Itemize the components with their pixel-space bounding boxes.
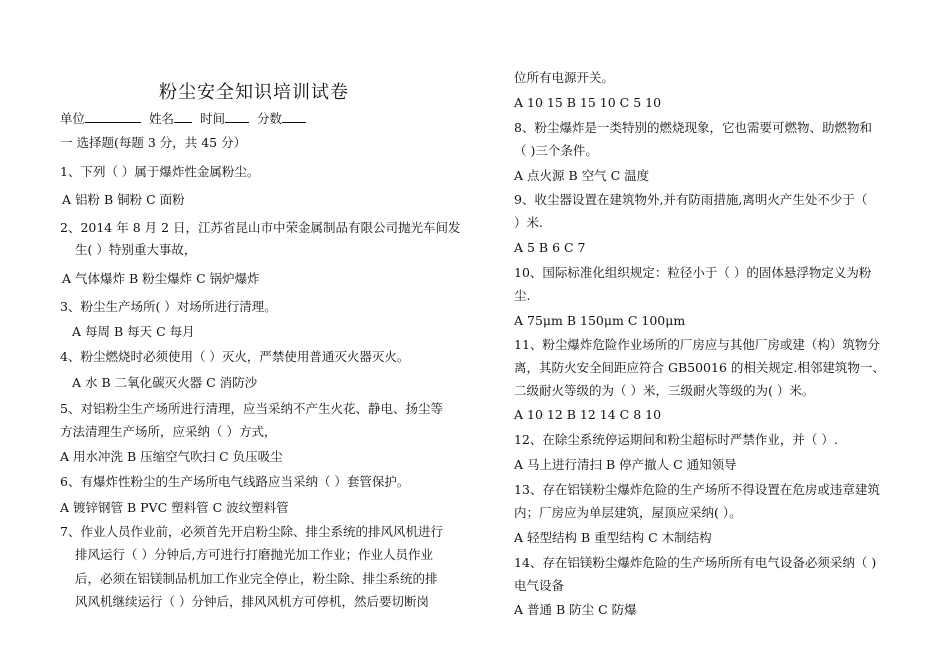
question-6: 6、有爆炸性粉尘的生产场所电气线路应当采纳（ ）套管保护。: [60, 474, 410, 489]
question-6-options: A 镀锌钢管 B PVC 塑料管 C 波纹塑料管: [60, 500, 289, 515]
question-8-line-2: （ )三个条件。: [514, 143, 598, 158]
question-12: 12、在除尘系统停运期间和粉尘超标时严禁作业，并（ ）.: [514, 432, 838, 447]
question-12-options: A 马上进行清扫 B 停产撤人 C 通知领导: [514, 457, 737, 472]
question-2-options: A 气体爆炸 B 粉尘爆炸 C 锅炉爆炸: [62, 271, 260, 286]
question-4-options: A 水 B 二氧化碳灭火器 C 消防沙: [72, 375, 258, 390]
score-label: 分数: [257, 111, 283, 126]
header-fields: [60, 110, 310, 127]
unit-blank[interactable]: [85, 110, 141, 123]
question-2-line-1: 2、2014 年 8 月 2 日，江苏省昆山市中荣金属制品有限公司抛光车间发: [60, 220, 461, 235]
question-7-line-5: 位所有电源开关。: [514, 70, 615, 85]
question-5-options: A 用水冲洗 B 压缩空气吹扫 C 负压吸尘: [60, 449, 283, 464]
name-blank[interactable]: [174, 110, 192, 123]
question-5-line-2: 方法清理生产场所，应采纳（ ）方式，: [60, 424, 277, 439]
question-10-line-1: 10、国际标准化组织规定：粒径小于（ ）的固体悬浮物定义为粉: [514, 265, 872, 280]
unit-label: 单位: [60, 111, 86, 126]
question-11-line-2: 离，其防火安全间距应符合 GB50016 的相关规定.相邻建筑物一、: [514, 360, 885, 375]
question-7-line-4: 风风机继续运行（ ）分钟后，排风风机方可停机，然后要切断岗: [75, 594, 429, 609]
question-7-line-2: 排风运行（ ）分钟后,方可进行打磨抛光加工作业；作业人员作业: [75, 547, 433, 562]
question-3-options: A 每周 B 每天 C 每月: [72, 324, 195, 339]
name-label: 姓名: [149, 111, 175, 126]
question-8-line-1: 8、粉尘爆炸是一类特别的燃烧现象，它也需要可燃物、助燃物和: [514, 120, 872, 135]
question-14-options: A 普通 B 防尘 C 防爆: [514, 602, 637, 617]
question-11-options: A 10 12 B 12 14 C 8 10: [514, 407, 662, 422]
question-10-line-2: 尘.: [514, 288, 531, 303]
question-9-options: A 5 B 6 C 7: [514, 240, 586, 255]
score-blank[interactable]: [282, 110, 306, 123]
question-14-line-2: 电气设备: [514, 578, 565, 593]
section-heading: 一 选择题(每题 3 分，共 45 分）: [60, 135, 247, 150]
question-14-line-1: 14、存在铝镁粉尘爆炸危险的生产场所所有电气设备必须采纳（ ): [514, 555, 877, 570]
question-2-line-2: 生( ）特别重大事故，: [75, 242, 197, 257]
question-11-line-1: 11、粉尘爆炸危险作业场所的厂房应与其他厂房或建（构）筑物分: [514, 337, 880, 352]
time-blank[interactable]: [225, 110, 249, 123]
question-11-line-3: 二级耐火等级的为（ ）米，三级耐火等级的为( ）米。: [514, 383, 815, 398]
question-13-line-2: 内；厂房应为单层建筑，屋顶应采纳( ）。: [514, 505, 742, 520]
question-13-line-1: 13、存在铝镁粉尘爆炸危险的生产场所不得设置在危房或违章建筑: [514, 482, 880, 497]
exam-title: 粉尘安全知识培训试卷: [159, 82, 349, 103]
question-13-options: A 轻型结构 B 重型结构 C 木制结构: [514, 530, 712, 545]
question-9-line-2: ）米.: [514, 215, 543, 230]
question-9-line-1: 9、收尘器设置在建筑物外,并有防雨措施,离明火产生处不少于（: [514, 192, 868, 207]
question-5-line-1: 5、对铝粉尘生产场所进行清理，应当采纳不产生火花、静电、扬尘等: [60, 401, 443, 416]
question-1: 1、下列（ ）属于爆炸性金属粉尘。: [60, 164, 260, 179]
question-10-options: A 75μm B 150μm C 100μm: [514, 313, 686, 328]
time-label: 时间: [200, 111, 226, 126]
question-3: 3、粉尘生产场所( ）对场所进行清理。: [60, 299, 277, 314]
question-7-line-3: 后，必须在铝镁制品机加工作业完全停止，粉尘除、排尘系统的排: [75, 571, 438, 586]
question-7-options: A 10 15 B 15 10 C 5 10: [514, 95, 662, 110]
question-8-options: A 点火源 B 空气 C 温度: [514, 168, 650, 183]
question-4: 4、粉尘燃烧时必须使用（ ）灭火，严禁使用普通灭火器灭火。: [60, 349, 410, 364]
question-7-line-1: 7、作业人员作业前，必须首先开启粉尘除、排尘系统的排风风机进行: [60, 524, 443, 539]
question-1-options: A 铝粉 B 铜粉 C 面粉: [62, 192, 185, 207]
